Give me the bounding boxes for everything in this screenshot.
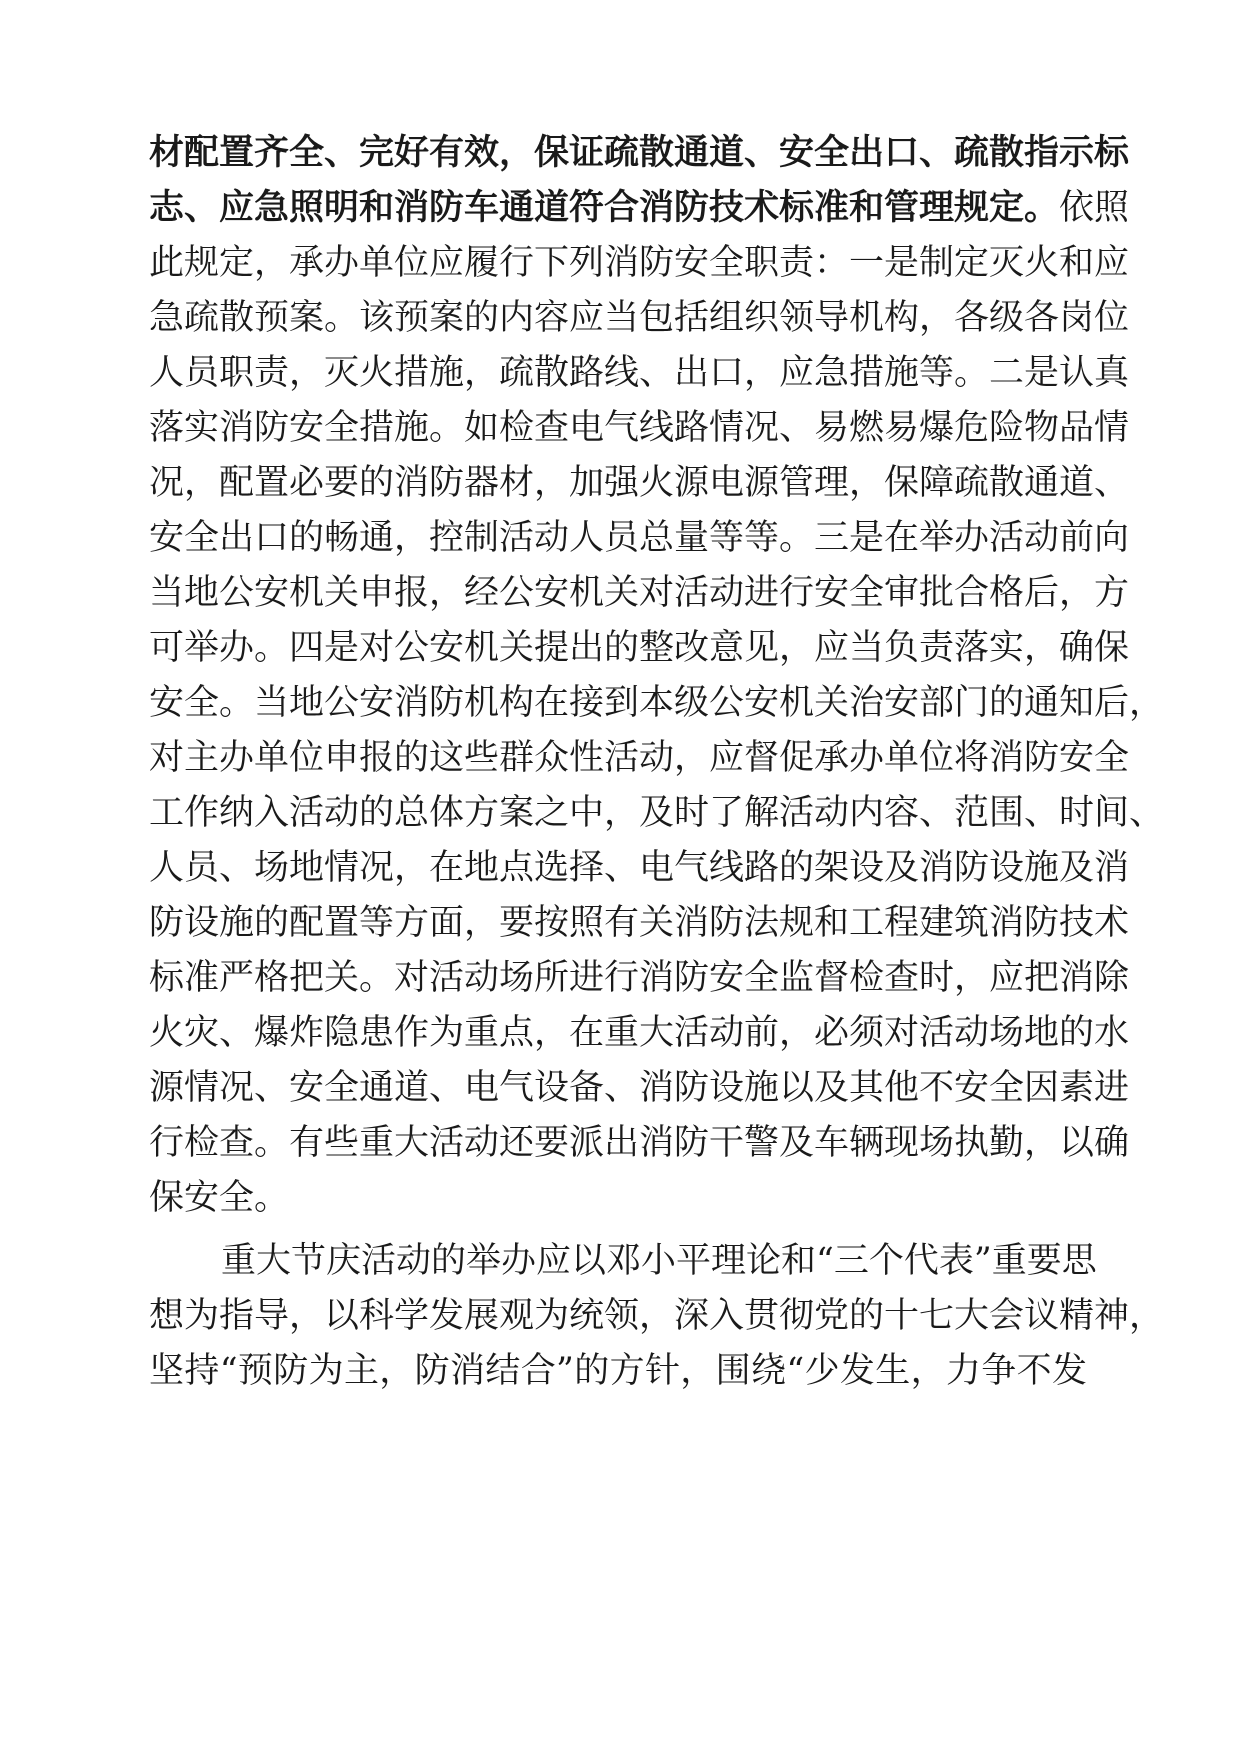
text-line: 此规定，承办单位应履行下列消防安全职责：一是制定灭火和应 xyxy=(149,243,1130,283)
text-line: 坚持“预防为主，防消结合”的方针，围绕“少发生，力争不发 xyxy=(149,1351,1087,1391)
body-text: 依照 xyxy=(1059,188,1130,228)
text-line: 可举办。四是对公安机关提出的整改意见，应当负责落实，确保 xyxy=(149,628,1130,668)
text-line: 急疏散预案。该预案的内容应当包括组织领导机构，各级各岗位 xyxy=(149,298,1130,338)
text-line: 工作纳入活动的总体方案之中，及时了解活动内容、范围、时间、 xyxy=(149,793,1165,833)
bold-text: 材配置齐全、完好有效，保证疏散通道、安全出口、疏散指示标 xyxy=(149,132,1130,173)
text-line: 想为指导，以科学发展观为统领，深入贯彻党的十七大会议精神， xyxy=(149,1296,1165,1336)
text-line: 行检查。有些重大活动还要派出消防干警及车辆现场执勤，以确 xyxy=(149,1123,1130,1163)
text-line: 安全出口的畅通，控制活动人员总量等等。三是在举办活动前向 xyxy=(149,518,1130,558)
text-line: 落实消防安全措施。如检查电气线路情况、易燃易爆危险物品情 xyxy=(149,408,1130,448)
text-line: 防设施的配置等方面，要按照有关消防法规和工程建筑消防技术 xyxy=(149,903,1130,943)
text-line: 对主办单位申报的这些群众性活动，应督促承办单位将消防安全 xyxy=(149,738,1130,778)
text-line: 人员、场地情况，在地点选择、电气线路的架设及消防设施及消 xyxy=(149,848,1130,888)
text-line xyxy=(149,128,1130,178)
text-line: 重大节庆活动的举办应以邓小平理论和“三个代表”重要思 xyxy=(221,1241,1097,1281)
bold-text: 志、应急照明和消防车通道符合消防技术标准和管理规定。 xyxy=(149,187,1060,228)
text-line: 当地公安机关申报，经公安机关对活动进行安全审批合格后，方 xyxy=(149,573,1130,613)
text-line: 标准严格把关。对活动场所进行消防安全监督检查时，应把消除 xyxy=(149,958,1130,998)
text-line: 安全。当地公安消防机构在接到本级公安机关治安部门的通知后， xyxy=(149,683,1165,723)
text-line: 火灾、爆炸隐患作为重点，在重大活动前，必须对活动场地的水 xyxy=(149,1013,1130,1053)
text-line: 况，配置必要的消防器材，加强火源电源管理，保障疏散通道、 xyxy=(149,463,1130,503)
text-line: 保安全。 xyxy=(149,1178,290,1218)
text-line: 人员职责，灭火措施，疏散路线、出口，应急措施等。二是认真 xyxy=(149,353,1130,393)
text-line: 源情况、安全通道、电气设备、消防设施以及其他不安全因素进 xyxy=(149,1068,1130,1108)
text-line xyxy=(149,183,1130,233)
